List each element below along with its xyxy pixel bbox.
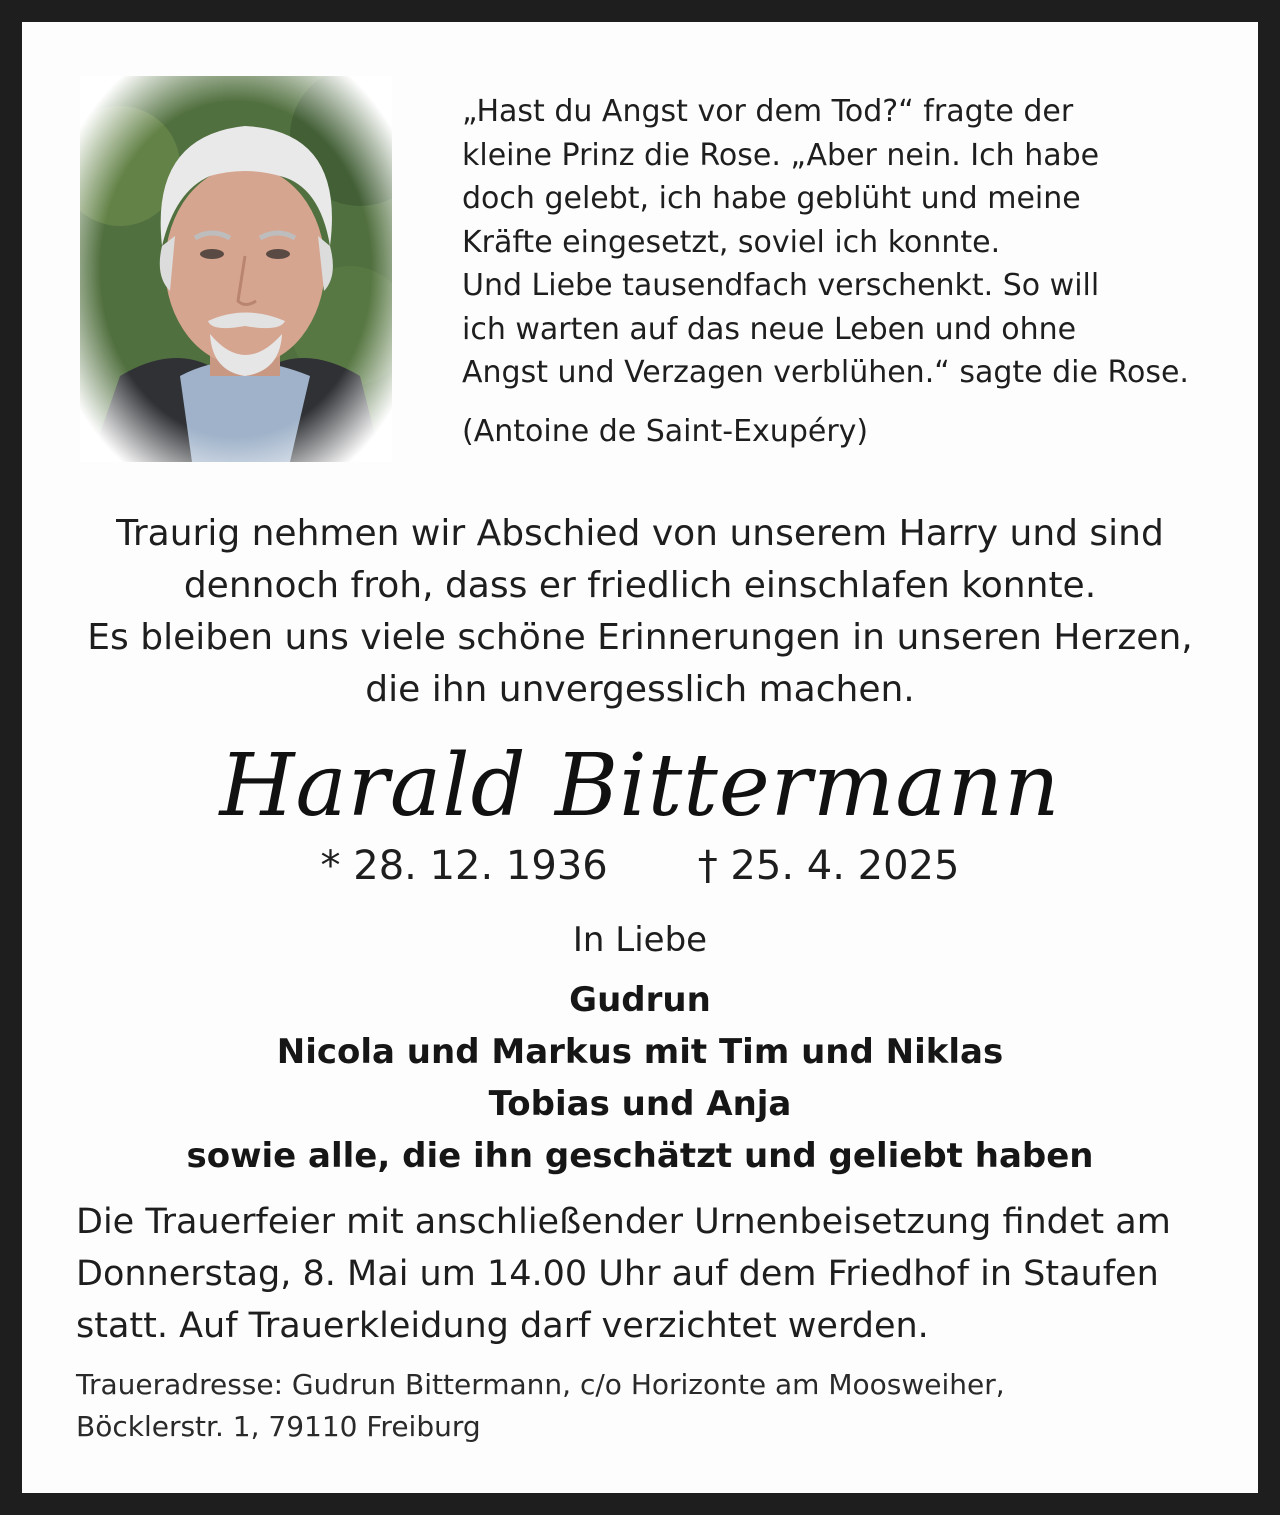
death-date: † 25. 4. 2025: [697, 843, 960, 889]
quote-source: (Antoine de Saint-Exupéry): [462, 414, 869, 449]
mourning-address: [76, 1364, 1216, 1448]
quote-line: kleine Prinz die Rose. „Aber nein. Ich habe: [462, 137, 1100, 173]
life-dates: [22, 840, 1258, 892]
farewell-text: [22, 508, 1258, 716]
portrait-photo: [80, 76, 392, 462]
mourner-line: sowie alle, die ihn geschätzt und geliebt haben: [186, 1136, 1094, 1176]
quote-line: Kräfte eingesetzt, soviel ich konnte.: [462, 224, 1001, 260]
farewell-line: Es bleiben uns viele schöne Erinnerungen in unseren Herzen,: [87, 617, 1193, 658]
quote-line: ich warten auf das neue Leben und ohne: [462, 311, 1077, 347]
birth-date: * 28. 12. 1936: [320, 843, 608, 889]
mourner-line: Tobias und Anja: [488, 1084, 792, 1124]
quote-line: „Hast du Angst vor dem Tod?“ fragte der: [462, 94, 1074, 129]
mourners-intro: In Liebe: [572, 920, 708, 960]
address-line: Böcklerstr. 1, 79110 Freiburg: [76, 1410, 481, 1443]
quote-line: Angst und Verzagen verblühen.“ sagte die Rose.: [462, 355, 1189, 390]
address-line: Traueradresse: Gudrun Bittermann, c/o Horizonte am Moosweiher,: [76, 1368, 1005, 1401]
farewell-line: die ihn unvergesslich machen.: [365, 669, 915, 710]
ceremony-line: statt. Auf Trauerkleidung darf verzichtet werden.: [76, 1306, 929, 1346]
portrait-illustration: [80, 76, 392, 462]
quote-text: [462, 90, 1222, 395]
obituary-card: [22, 22, 1258, 1493]
deceased-name: Harald Bittermann: [219, 736, 1061, 836]
mourner-line: Gudrun: [569, 980, 711, 1020]
quote-line: doch gelebt, ich habe geblüht und meine: [462, 181, 1081, 216]
ceremony-line: Donnerstag, 8. Mai um 14.00 Uhr auf dem Friedhof in Staufen: [76, 1254, 1159, 1294]
mourner-line: Nicola und Markus mit Tim und Niklas: [276, 1032, 1004, 1072]
ceremony-line: Die Trauerfeier mit anschließender Urnenbeisetzung findet am: [76, 1202, 1171, 1242]
farewell-line: dennoch froh, dass er friedlich einschlafen konnte.: [183, 565, 1097, 606]
mourners-list: [22, 974, 1258, 1182]
quote-line: Und Liebe tausendfach verschenkt. So will: [462, 268, 1100, 303]
farewell-line: Traurig nehmen wir Abschied von unserem Harry und sind: [116, 513, 1164, 554]
ceremony-info: [76, 1196, 1216, 1352]
